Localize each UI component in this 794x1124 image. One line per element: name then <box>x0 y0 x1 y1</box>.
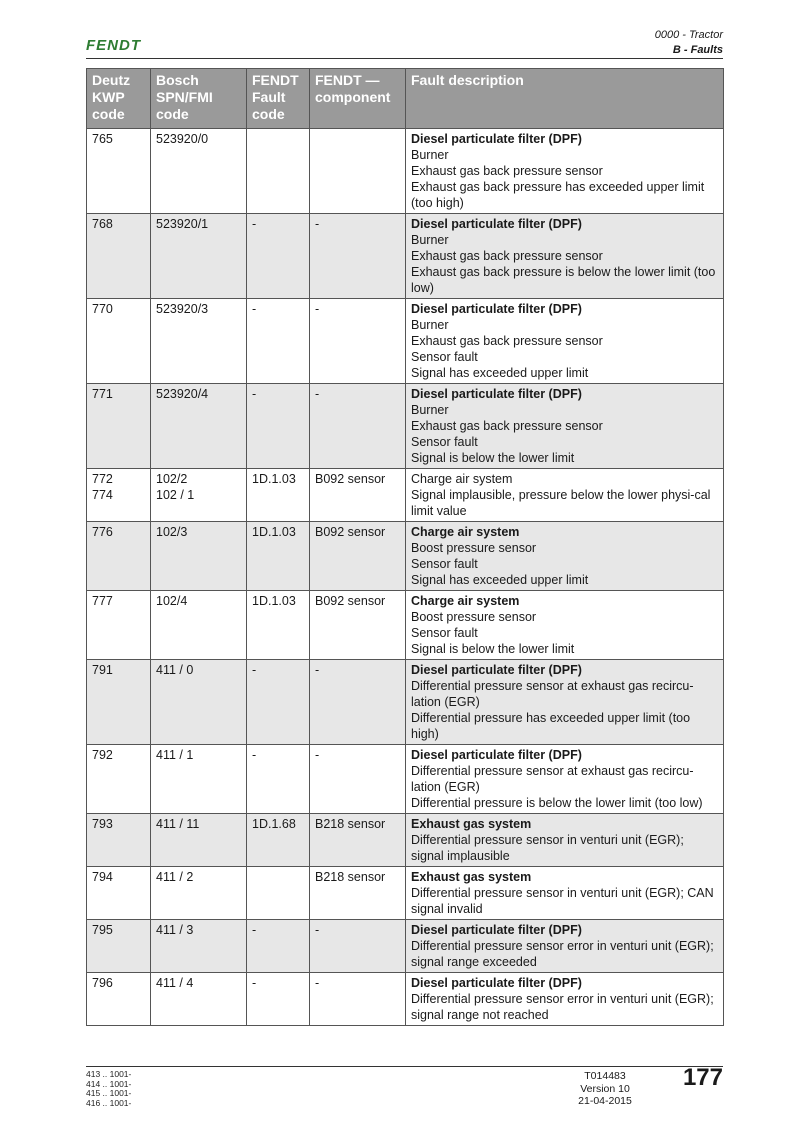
fault-detail: Differential pressure sensor in venturi unit (EGR); CAN signal invalid <box>411 886 714 916</box>
column-header-fault-code: FENDT Fault code <box>247 69 310 129</box>
spn-fmi-cell <box>151 129 247 214</box>
description-cell <box>406 973 724 1026</box>
kwp-code: 791 <box>92 663 113 677</box>
fault-detail: Exhaust gas back pressure sensor <box>411 334 603 348</box>
fault-code: 1D.1.68 <box>252 817 296 831</box>
fault-detail: Burner <box>411 318 449 332</box>
spn-fmi-code: 411 / 0 <box>156 663 194 677</box>
component-cell <box>310 660 406 745</box>
component: B092 sensor <box>315 594 386 608</box>
kwp-code: 768 <box>92 217 113 231</box>
table-row <box>87 920 724 973</box>
fendt-logo <box>86 38 164 57</box>
fault-detail: Differential pressure is below the lower limit (too low) <box>411 796 703 810</box>
table-row <box>87 867 724 920</box>
kwp-code: 765 <box>92 132 113 146</box>
kwp-code-cell <box>87 214 151 299</box>
description-cell <box>406 214 724 299</box>
kwp-code-cell <box>87 973 151 1026</box>
component: B092 sensor <box>315 472 386 486</box>
column-header-component: FENDT — component <box>310 69 406 129</box>
component-cell <box>310 469 406 522</box>
spn-fmi-code: 411 / 1 <box>156 748 194 762</box>
table-row <box>87 814 724 867</box>
fault-table <box>86 68 724 1026</box>
fault-title: Diesel particulate filter (DPF) <box>411 748 582 762</box>
spn-fmi-cell <box>151 745 247 814</box>
fault-detail: Signal has exceeded upper limit <box>411 573 589 587</box>
fault-detail: Exhaust gas back pressure sensor <box>411 249 603 263</box>
spn-fmi-cell <box>151 920 247 973</box>
spn-fmi-cell <box>151 591 247 660</box>
fault-code: - <box>252 748 257 762</box>
fault-detail: Exhaust gas back pressure has exceeded upper limit (too high) <box>411 180 705 210</box>
subsection-title: B - Faults <box>672 44 723 56</box>
kwp-code-cell <box>87 745 151 814</box>
fault-code: - <box>252 663 257 677</box>
kwp-code-cell <box>87 469 151 522</box>
spn-fmi-code: 102/3 <box>156 525 188 539</box>
fault-code-cell <box>247 867 310 920</box>
fault-detail: Sensor fault <box>411 435 478 449</box>
component-cell <box>310 973 406 1026</box>
table-row <box>87 591 724 660</box>
fault-code-cell <box>247 920 310 973</box>
component: - <box>315 663 320 677</box>
spn-fmi-code: 523920/4 <box>156 387 209 401</box>
document-info <box>560 1070 650 1108</box>
fault-title: Diesel particulate filter (DPF) <box>411 387 582 401</box>
fault-detail: Sensor fault <box>411 350 478 364</box>
table-row <box>87 299 724 384</box>
fault-code: - <box>252 923 257 937</box>
model-list <box>86 1070 131 1108</box>
description-cell <box>406 920 724 973</box>
description-cell <box>406 867 724 920</box>
spn-fmi-cell <box>151 469 247 522</box>
component-cell <box>310 299 406 384</box>
kwp-code: 771 <box>92 387 113 401</box>
kwp-code: 796 <box>92 976 113 990</box>
fault-title: Diesel particulate filter (DPF) <box>411 302 582 316</box>
fault-detail: Differential pressure sensor error in venturi unit (EGR); signal range not reached <box>411 992 714 1022</box>
fault-code: 1D.1.03 <box>252 525 296 539</box>
component-cell <box>310 745 406 814</box>
section-title: 0000 - Tractor <box>654 29 723 41</box>
component-cell <box>310 920 406 973</box>
fault-code: 1D.1.03 <box>252 472 296 486</box>
fault-detail: Signal has exceeded upper limit <box>411 366 589 380</box>
logo-text: FENDT <box>86 38 141 52</box>
fault-code-cell <box>247 660 310 745</box>
component: - <box>315 387 320 401</box>
fault-title: Diesel particulate filter (DPF) <box>411 923 582 937</box>
table-row <box>87 522 724 591</box>
fault-detail: Exhaust gas back pressure is below the lower limit (too low) <box>411 265 716 295</box>
fault-code: - <box>252 302 257 316</box>
component-cell <box>310 867 406 920</box>
spn-fmi-cell <box>151 814 247 867</box>
fault-detail: Signal implausible, pressure below the lower physi-cal limit value <box>411 488 711 518</box>
spn-fmi-code: 102/2 <box>156 472 188 486</box>
component: B218 sensor <box>315 870 386 884</box>
column-header-kwp: Deutz KWP code <box>87 69 151 129</box>
spn-fmi-cell <box>151 522 247 591</box>
kwp-code-cell <box>87 660 151 745</box>
footer-rule <box>86 1066 723 1067</box>
spn-fmi-cell <box>151 299 247 384</box>
fault-title: Exhaust gas system <box>411 817 532 831</box>
fault-code-cell <box>247 591 310 660</box>
component-cell <box>310 522 406 591</box>
description-cell <box>406 745 724 814</box>
fault-detail: Burner <box>411 403 449 417</box>
fault-detail: Differential pressure sensor error in venturi unit (EGR); signal range exceeded <box>411 939 714 969</box>
kwp-code: 795 <box>92 923 113 937</box>
fault-title: Charge air system <box>411 525 520 539</box>
fault-title: Diesel particulate filter (DPF) <box>411 663 582 677</box>
fault-title: Diesel particulate filter (DPF) <box>411 217 582 231</box>
fault-detail: Sensor fault <box>411 626 478 640</box>
fault-detail: Sensor fault <box>411 557 478 571</box>
fault-detail: Signal is below the lower limit <box>411 642 575 656</box>
fault-title: Diesel particulate filter (DPF) <box>411 976 582 990</box>
kwp-code-cell <box>87 814 151 867</box>
spn-fmi-cell <box>151 214 247 299</box>
component-cell <box>310 384 406 469</box>
fault-code-cell <box>247 522 310 591</box>
fault-code-cell <box>247 214 310 299</box>
fault-title: Charge air system <box>411 472 513 486</box>
kwp-code: 777 <box>92 594 113 608</box>
document-id: T014483 <box>584 1070 626 1082</box>
fault-code-cell <box>247 129 310 214</box>
fault-title: Diesel particulate filter (DPF) <box>411 132 582 146</box>
model-line: 415 .. 1001- <box>86 1088 132 1098</box>
model-line: 416 .. 1001- <box>86 1097 132 1108</box>
kwp-code-cell <box>87 920 151 973</box>
fault-code-cell <box>247 299 310 384</box>
table-row <box>87 469 724 522</box>
header-rule <box>86 58 723 59</box>
column-header-spn: Bosch SPN/FMI code <box>151 69 247 129</box>
spn-fmi-code: 523920/0 <box>156 132 209 146</box>
component: - <box>315 748 320 762</box>
column-header-description: Fault description <box>406 69 724 129</box>
fault-title: Charge air system <box>411 594 520 608</box>
fault-detail: Exhaust gas back pressure sensor <box>411 164 603 178</box>
fault-detail: Differential pressure sensor in venturi unit (EGR); signal implausible <box>411 833 684 863</box>
page-header <box>655 28 723 58</box>
description-cell <box>406 129 724 214</box>
spn-fmi-cell <box>151 973 247 1026</box>
fault-code: - <box>252 387 257 401</box>
fault-title: Exhaust gas system <box>411 870 532 884</box>
spn-fmi-cell <box>151 660 247 745</box>
component: - <box>315 302 320 316</box>
kwp-code: 770 <box>92 302 113 316</box>
spn-fmi-code: 411 / 2 <box>156 870 194 884</box>
fault-detail: Signal is below the lower limit <box>411 451 575 465</box>
description-cell <box>406 384 724 469</box>
component: B218 sensor <box>315 817 386 831</box>
spn-fmi-code: 523920/1 <box>156 217 209 231</box>
description-cell <box>406 299 724 384</box>
fault-detail: Differential pressure has exceeded upper limit (too high) <box>411 711 691 741</box>
component-cell <box>310 129 406 214</box>
fault-detail: Burner <box>411 233 449 247</box>
fault-code-cell <box>247 973 310 1026</box>
table-row <box>87 660 724 745</box>
kwp-code-cell <box>87 129 151 214</box>
kwp-code: 776 <box>92 525 113 539</box>
table-row <box>87 973 724 1026</box>
fault-code-cell <box>247 469 310 522</box>
document-date: 21-04-2015 <box>578 1095 632 1107</box>
table-row <box>87 129 724 214</box>
kwp-code-cell <box>87 299 151 384</box>
spn-fmi-code: 102 / 1 <box>156 488 195 502</box>
kwp-code: 774 <box>92 488 113 502</box>
kwp-code-cell <box>87 522 151 591</box>
table-header-row <box>87 69 724 129</box>
fault-detail: Boost pressure sensor <box>411 610 537 624</box>
fault-detail: Boost pressure sensor <box>411 541 537 555</box>
model-line: 413 .. 1001- <box>86 1069 132 1079</box>
spn-fmi-code: 411 / 11 <box>156 817 200 831</box>
component-cell <box>310 214 406 299</box>
spn-fmi-cell <box>151 384 247 469</box>
component: - <box>315 923 320 937</box>
spn-fmi-code: 523920/3 <box>156 302 209 316</box>
kwp-code-cell <box>87 591 151 660</box>
spn-fmi-code: 411 / 3 <box>156 923 194 937</box>
fault-code: - <box>252 976 257 990</box>
component-cell <box>310 591 406 660</box>
fault-detail: Exhaust gas back pressure sensor <box>411 419 603 433</box>
kwp-code-cell <box>87 867 151 920</box>
fault-code-cell <box>247 745 310 814</box>
model-line: 414 .. 1001- <box>86 1078 132 1089</box>
fault-detail: Burner <box>411 148 449 162</box>
component: - <box>315 217 320 231</box>
kwp-code-cell <box>87 384 151 469</box>
fault-code-cell <box>247 384 310 469</box>
table-row <box>87 214 724 299</box>
document-version: Version 10 <box>580 1082 630 1095</box>
fault-code: 1D.1.03 <box>252 594 296 608</box>
component: B092 sensor <box>315 525 386 539</box>
component: - <box>315 976 320 990</box>
fault-code: - <box>252 217 257 231</box>
description-cell <box>406 660 724 745</box>
description-cell <box>406 522 724 591</box>
description-cell <box>406 591 724 660</box>
spn-fmi-cell <box>151 867 247 920</box>
table-row <box>87 745 724 814</box>
table-row <box>87 384 724 469</box>
fault-code-cell <box>247 814 310 867</box>
description-cell <box>406 469 724 522</box>
kwp-code: 772 <box>92 472 113 486</box>
spn-fmi-code: 411 / 4 <box>156 976 194 990</box>
description-cell <box>406 814 724 867</box>
fault-detail: Differential pressure sensor at exhaust gas recircu-lation (EGR) <box>411 764 694 794</box>
component-cell <box>310 814 406 867</box>
page-number: 177 <box>682 1064 723 1091</box>
kwp-code: 794 <box>92 870 113 884</box>
kwp-code: 792 <box>92 748 113 762</box>
spn-fmi-code: 102/4 <box>156 594 188 608</box>
fault-detail: Differential pressure sensor at exhaust gas recircu-lation (EGR) <box>411 679 694 709</box>
kwp-code: 793 <box>92 817 113 831</box>
